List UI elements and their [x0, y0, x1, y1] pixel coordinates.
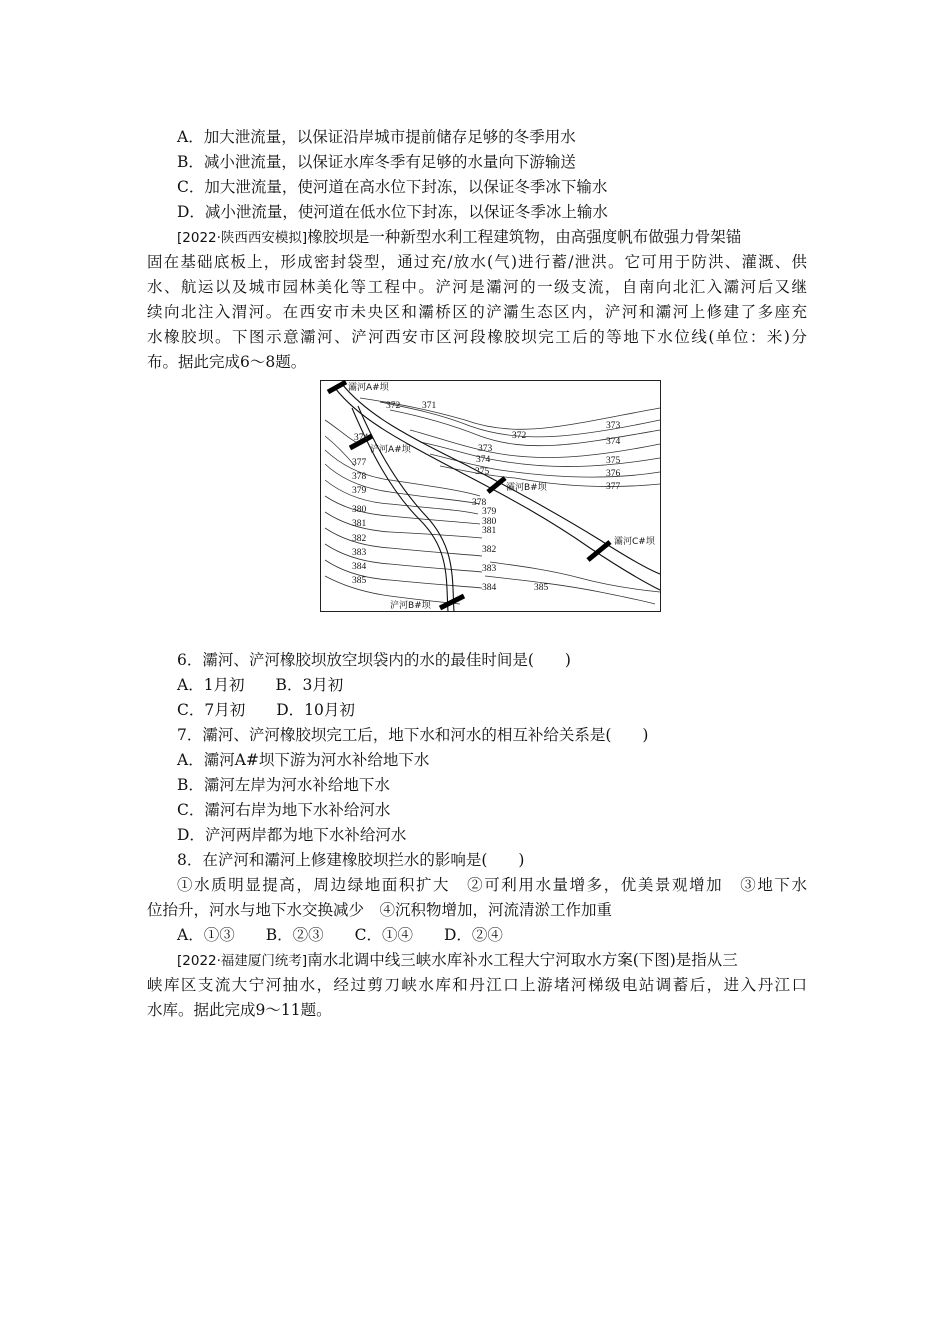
passage1-line-4: 续向北注入渭河。在西安市未央区和灞桥区的浐灞生态区内，浐河和灞河上修建了多座充	[147, 303, 807, 321]
q5-option-c: C．加大泄流量，使河道在高水位下封冻，以保证冬季冰下输水	[177, 178, 608, 196]
contour-label: 373	[606, 421, 621, 431]
dam-label-chan-a: 浐河A#坝	[370, 445, 411, 455]
contour-label: 381	[482, 526, 497, 536]
q6-stem: 6．灞河、浐河橡胶坝放空坝袋内的水的最佳时间是( )	[177, 651, 571, 669]
dam-label-ba-a: 灞河A#坝	[348, 383, 389, 393]
contour-label: 385	[352, 576, 367, 586]
contour-label: 385	[534, 583, 549, 593]
dam-label-ba-b: 灞河B#坝	[506, 483, 547, 493]
passage1-line-3: 水、航运以及城市园林美化等工程中。浐河是灞河的一级支流，自南向北汇入灞河后又继	[147, 278, 807, 296]
q5-option-d: D．减小泄流量，使河道在低水位下封冻，以保证冬季冰上输水	[177, 203, 608, 221]
contour-label: 375	[606, 456, 621, 466]
contour-label: 371	[422, 401, 437, 411]
contour-label: 380	[482, 517, 497, 527]
q7-option-a: A．灞河A#坝下游为河水补给地下水	[177, 751, 430, 769]
passage2-line-2: 峡库区支流大宁河抽水，经过剪刀峡水库和丹江口上游堵河梯级电站调蓄后，进入丹江口	[147, 976, 807, 994]
contour-label: 375	[475, 467, 490, 477]
dam-label-ba-c: 灞河C#坝	[614, 537, 655, 547]
q7-option-d: D．浐河两岸都为地下水补给河水	[177, 826, 407, 844]
contour-label: 379	[482, 507, 497, 517]
q8-options: A．①③ B．②③ C．①④ D．②④	[177, 926, 503, 944]
dam-label-chan-b: 浐河B#坝	[390, 601, 431, 611]
contour-label: 374	[476, 455, 491, 465]
contour-label: 376	[606, 469, 621, 479]
passage1-source: [2022·陕西西安模拟]	[177, 230, 308, 246]
q6-options-row-1: A．1月初 B．3月初	[177, 676, 344, 694]
contour-label: 378	[352, 472, 367, 482]
contour-label: 374	[354, 433, 369, 443]
q7-stem: 7．灞河、浐河橡胶坝完工后，地下水和河水的相互补给关系是( )	[177, 726, 649, 744]
contour-label: 384	[482, 583, 497, 593]
contour-label: 380	[352, 505, 367, 515]
contour-label: 382	[352, 534, 367, 544]
contour-label: 379	[352, 486, 367, 496]
contour-label: 383	[352, 548, 367, 558]
q8-statements-line-1: ①水质明显提高，周边绿地面积扩大 ②可利用水量增多，优美景观增加 ③地下水	[177, 876, 807, 894]
q7-option-c: C．灞河右岸为地下水补给河水	[177, 801, 391, 819]
contour-label: 378	[472, 498, 487, 508]
passage1-line-5: 水橡胶坝。下图示意灞河、浐河西安市区河段橡胶坝完工后的等地下水位线(单位：米)分	[147, 328, 807, 346]
contour-label: 377	[352, 458, 367, 468]
q8-statements-line-2: 位抬升，河水与地下水交换减少 ④沉积物增加，河流清淤工作加重	[147, 901, 613, 919]
groundwater-contour-map	[320, 380, 661, 612]
passage1-line-6: 布。据此完成6～8题。	[147, 353, 307, 371]
passage1-line-1: [2022·陕西西安模拟]橡胶坝是一种新型水利工程建筑物，由高强度帆布做强力骨架锚	[177, 228, 742, 246]
contour-label: 372	[386, 401, 401, 411]
contour-label: 381	[352, 519, 367, 529]
contour-label: 373	[478, 444, 493, 454]
q7-option-b: B．灞河左岸为河水补给地下水	[177, 776, 390, 794]
contour-label: 377	[606, 482, 621, 492]
contour-label: 384	[352, 562, 367, 572]
q8-stem: 8．在浐河和灞河上修建橡胶坝拦水的影响是( )	[177, 851, 525, 869]
q6-options-row-2: C．7月初 D．10月初	[177, 701, 355, 719]
contour-label: 383	[482, 564, 497, 574]
passage2-line-1: [2022·福建厦门统考]南水北调中线三峡水库补水工程大宁河取水方案(下图)是指从三	[177, 951, 738, 969]
q5-option-b: B．减小泄流量，以保证水库冬季有足够的水量向下游输送	[177, 153, 576, 171]
passage2-source: [2022·福建厦门统考]	[177, 953, 308, 969]
contour-label: 374	[606, 437, 621, 447]
passage2-line-3: 水库。据此完成9～11题。	[147, 1001, 332, 1019]
passage1-line-2: 固在基础底板上，形成密封袋型，通过充/放水(气)进行蓄/泄洪。它可用于防洪、灌溉、供	[147, 253, 807, 271]
contour-label: 382	[482, 545, 497, 555]
q5-option-a: A．加大泄流量，以保证沿岸城市提前储存足够的冬季用水	[177, 128, 576, 146]
contour-map-svg	[320, 380, 661, 612]
contour-label: 372	[512, 431, 527, 441]
